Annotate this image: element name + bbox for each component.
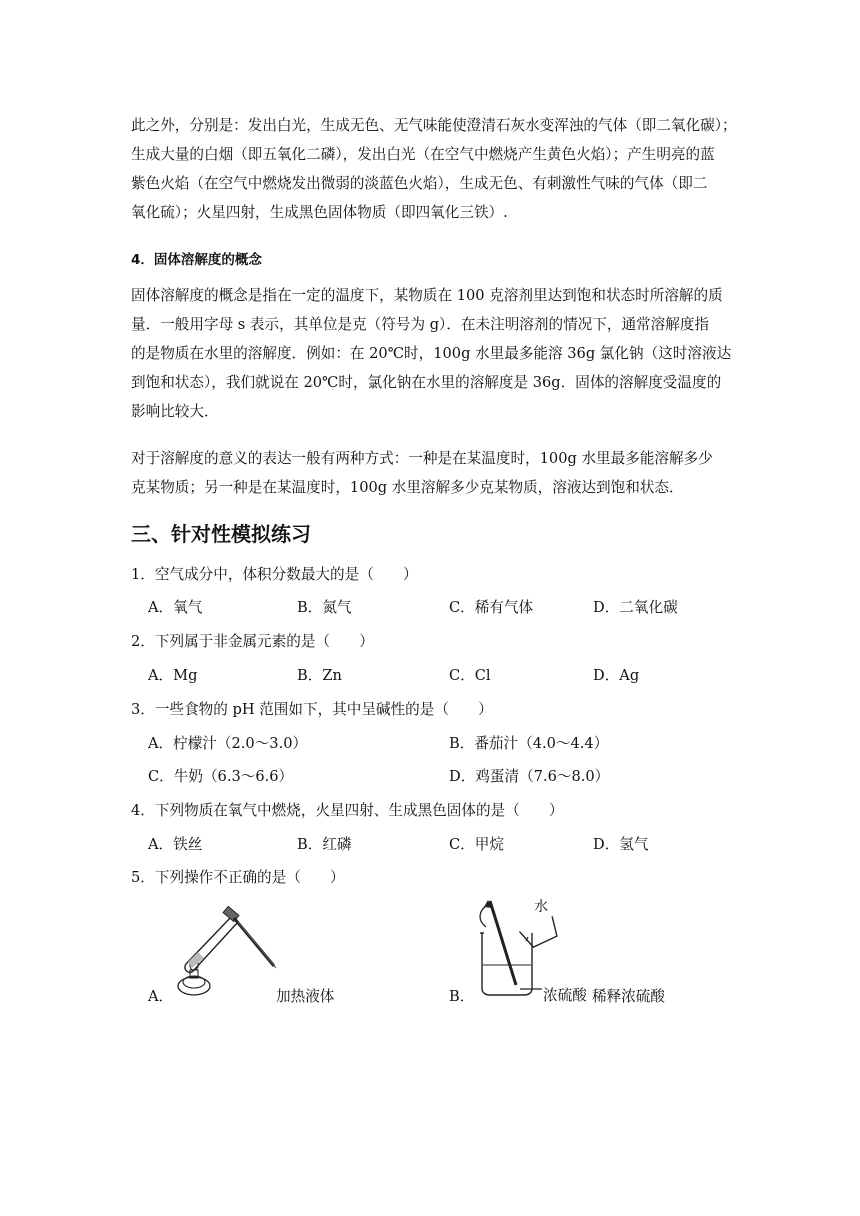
question-4-stem: 4．下列物质在氧气中燃烧，火星四射、生成黑色固体的是（ ） [131, 802, 564, 819]
question-2-option-d: D．Ag [593, 667, 640, 684]
intro-line-3: 紫色火焰（在空气中燃烧发出微弱的淡蓝色火焰），生成无色、有刺激性气味的气体（即二 [131, 175, 708, 192]
question-1-option-a: A．氧气 [148, 599, 203, 616]
question-2-option-a: A．Mg [148, 667, 198, 684]
meaning-line-2: 克某物质；另一种是在某温度时，100g 水里溶解多少克某物质，溶液达到饱和状态． [131, 479, 684, 496]
intro-line-4: 氧化硫）；火星四射，生成黑色固体物质（即四氧化三铁）. [131, 204, 508, 221]
figure-a-caption: 加热液体 [276, 988, 335, 1005]
heating-liquid-figure [172, 898, 282, 1000]
question-4-option-d: D．氢气 [593, 836, 649, 853]
solubility-line-5: 影响比较大． [131, 403, 219, 420]
intro-line-1: 此之外，分别是：发出白光，生成无色、无气味能使澄清石灰水变浑浊的气体（即二氧化碳）； [131, 117, 737, 134]
solubility-line-4: 到饱和状态），我们就说在 20℃时，氯化钠在水里的溶解度是 36g．固体的溶解度受温度的 [131, 374, 722, 391]
question-3-option-a: A．柠檬汁（2.0～3.0） [148, 735, 308, 752]
section-title: 三、针对性模拟练习 [131, 522, 311, 546]
figure-b-water-label: 水 [534, 899, 548, 915]
question-1-option-c: C．稀有气体 [449, 599, 534, 616]
solubility-line-2: 量．一般用字母 s 表示，其单位是克（符号为 g）．在未注明溶剂的情况下，通常溶解度指 [131, 316, 710, 333]
question-5-option-b: B． [449, 988, 475, 1005]
question-5-option-a: A． [148, 988, 174, 1005]
intro-line-2: 生成大量的白烟（即五氧化二磷），发出白光（在空气中燃烧产生黄色火焰）；产生明亮的蓝 [131, 146, 715, 163]
question-2-stem: 2．下列属于非金属元素的是（ ） [131, 633, 374, 650]
heading-solubility-concept: 4．固体溶解度的概念 [131, 252, 262, 268]
question-4-option-a: A．铁丝 [148, 836, 203, 853]
question-4-option-b: B．红磷 [297, 836, 352, 853]
question-3-stem: 3．一些食物的 pH 范围如下，其中呈碱性的是（ ） [131, 701, 493, 718]
question-1-option-b: B．氮气 [297, 599, 352, 616]
question-1-option-d: D．二氧化碳 [593, 599, 678, 616]
question-5-stem: 5．下列操作不正确的是（ ） [131, 869, 345, 886]
heating-liquid-illustration [172, 898, 282, 1000]
figure-b-acid-label: 浓硫酸 [543, 987, 587, 1004]
solubility-line-1: 固体溶解度的概念是指在一定的温度下，某物质在 100 克溶剂里达到饱和状态时所溶解的质 [131, 287, 723, 304]
question-3-option-d: D．鸡蛋清（7.6～8.0） [449, 768, 610, 785]
question-4-option-c: C．甲烷 [449, 836, 504, 853]
question-2-option-b: B．Zn [297, 667, 342, 684]
question-3-option-c: C．牛奶（6.3～6.6） [148, 768, 294, 785]
solubility-line-3: 的是物质在水里的溶解度．例如：在 20℃时，100g 水里最多能溶 36g 氯化钠（这时溶液达 [131, 345, 732, 362]
figure-b-caption: 稀释浓硫酸 [592, 988, 665, 1005]
question-1-stem: 1．空气成分中，体积分数最大的是（ ） [131, 566, 418, 583]
question-2-option-c: C．Cl [449, 667, 491, 684]
meaning-line-1: 对于溶解度的意义的表达一般有两种方式：一种是在某温度时，100g 水里最多能溶解多少 [131, 450, 713, 467]
question-3-option-b: B．番茄汁（4.0～4.4） [449, 735, 609, 752]
